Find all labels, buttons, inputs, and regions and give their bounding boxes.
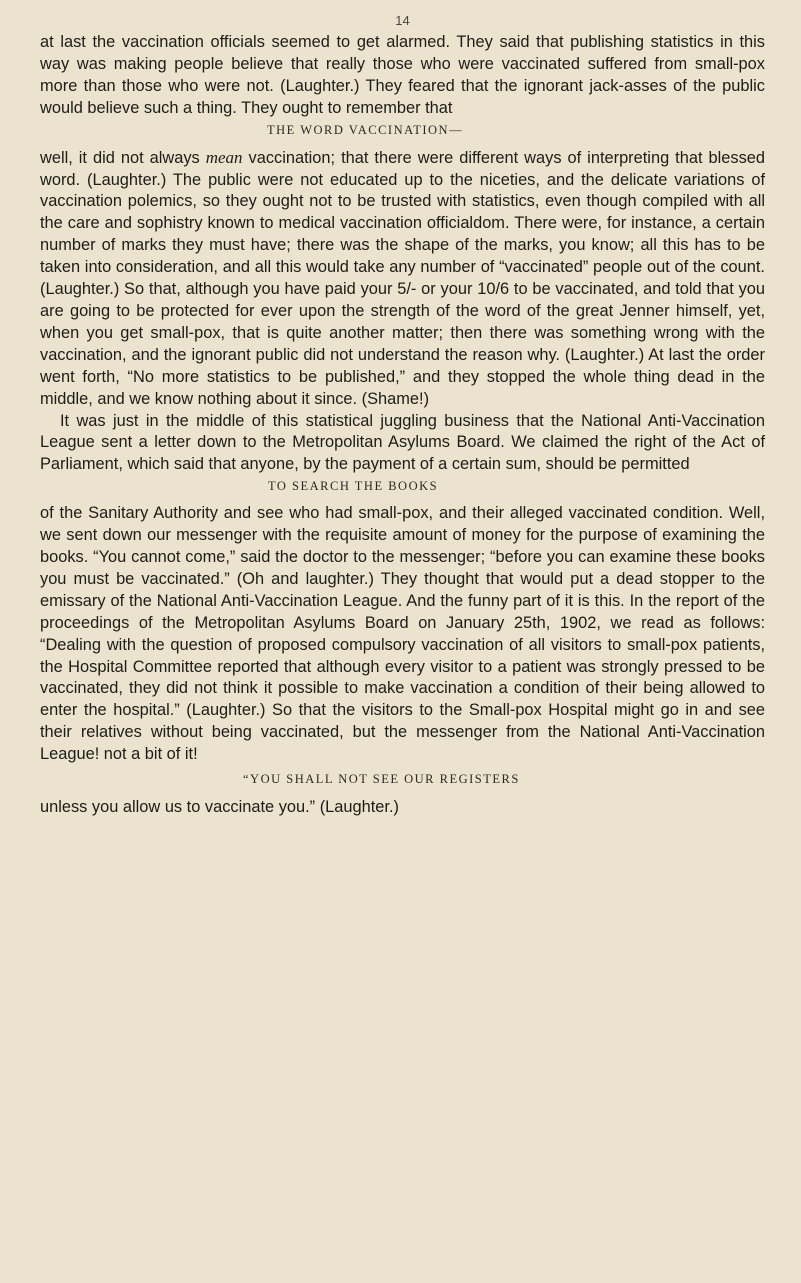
paragraph-league-letter: It was just in the middle of this statistical juggling business that the National Anti-Vaccination League sent a letter down to the Metropolitan Asylums Board. We claimed the right of the Act of Parliament, which said that anyone, by the payment of a certain sum, should be permitted — [40, 411, 765, 474]
paragraph-word-meaning — [40, 147, 765, 411]
emphasis-mean: mean — [205, 147, 243, 167]
page-number: 14 — [395, 13, 410, 28]
section-heading-search-books: TO SEARCH THE BOOKS — [268, 479, 439, 494]
paragraph-closing: unless you allow us to vaccinate you.” (Laughter.) — [40, 798, 399, 817]
paragraph-word-meaning-start: well, it did not always — [40, 148, 206, 167]
paragraph-statistics-alarm: at last the vaccination officials seemed to get alarmed. They said that publishing statistics in this way was making people believe that really those who were vaccinated suffered from small-pox more than those who were not. (Laughter.) They feared that the ignorant jack-asses of the public would believe such a thing. They ought to remember that — [40, 33, 765, 117]
section-heading-registers: “YOU SHALL NOT SEE OUR REGISTERS — [243, 772, 520, 787]
section-heading-word-vaccination: THE WORD VACCINATION— — [267, 122, 464, 137]
paragraph-sanitary-authority: of the Sanitary Authority and see who had small-pox, and their alleged vaccinated condition. Well, we sent down our messenger with the requisite amount of money for the purpose of examining the books. “You cannot come,” said the doctor to the messenger; “before you can examine these books you must be vaccinated.” (Oh and laughter.) They thought that would put a dead stopper to the emissary of the National Anti-Vaccination League. And the funny part of it is this. In the report of the proceedings of the Metropolitan Asylums Board on January 25th, 1902, we read as follows: “Dealing with the question of proposed compulsory vaccination of all visitors to small-pox patients, the Hospital Committee reported that although every visitor to a patient was strongly pressed to be vaccinated, they did not think it possible to make vaccination a condition of their being allowed to enter the hospital.” (Laughter.) So that the visitors to the Small-pox Hospital might go in and see their relatives without being vaccinated, but the messenger from the National Anti-Vaccination League! not a bit of it! — [40, 504, 765, 764]
book-page — [40, 12, 765, 819]
paragraph-word-meaning-rest: vaccination; that there were different ways of interpreting that blessed word. (Laughter.) The public were not educated up to the niceties, and the delicate variations of vaccination polemics, so they ought not to be trusted with statistics, even though compiled with all the care and sophistry known to medical vaccination officialdom. There were, for instance, a certain number of marks they must have; there was the shape of the marks, you know; all this has to be taken into consideration, and all this would take any number of “vaccinated” people out of the count. (Laughter.) So that, although you have paid your 5/- or your 10/6 to be vaccinated, and told that you are going to be protected for ever upon the strength of the word of the great Jenner himself, yet, when you get small-pox, that is quite another matter; then there was something wrong with the vaccination, and the ignorant public did not understand the reason why. (Laughter.) At last the order went forth, “No more statistics to be published,” and they stopped the whole thing dead in the middle, and we know nothing about it since. (Shame!) — [40, 148, 765, 408]
